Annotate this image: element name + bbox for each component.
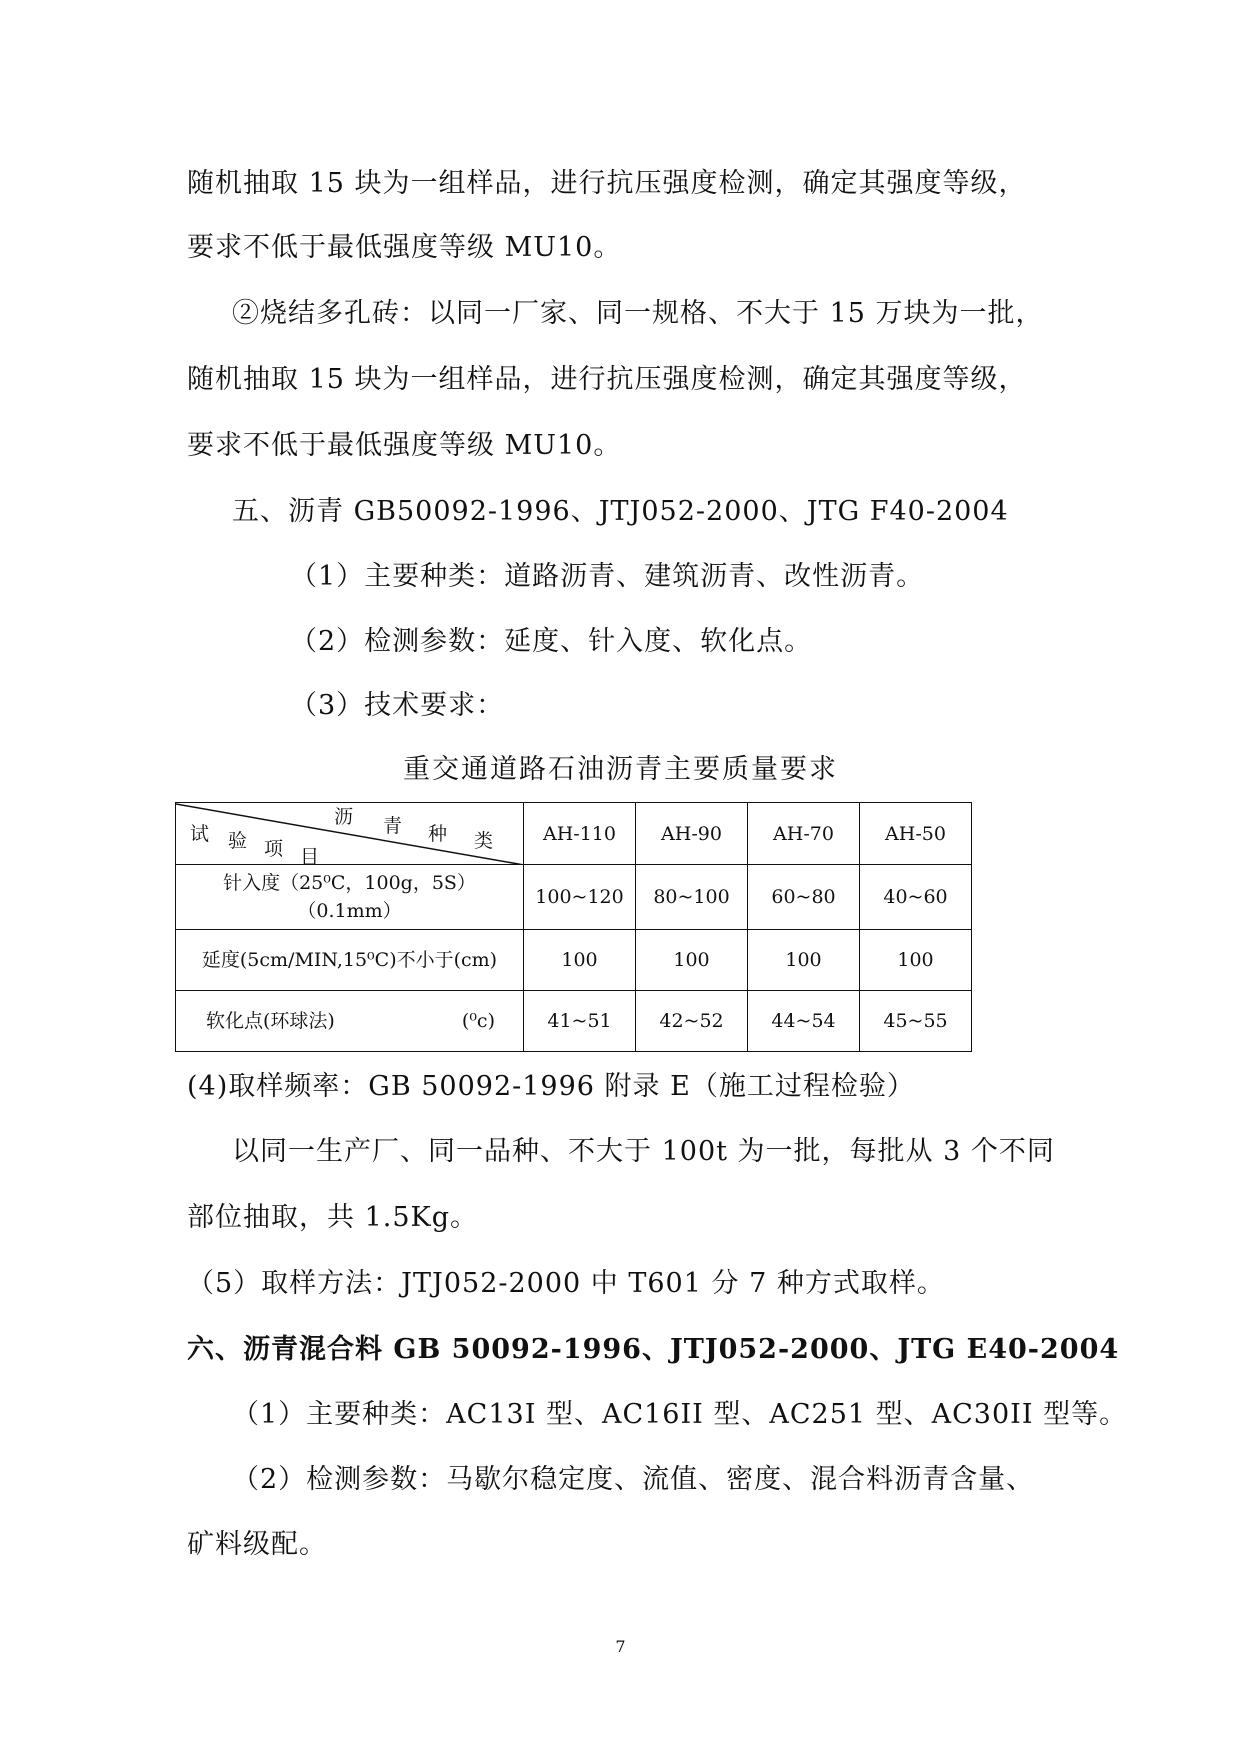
table-cell: 41~51 (524, 991, 636, 1052)
table-cell: 100 (748, 930, 860, 991)
corner-bottom-char: 目 (300, 846, 320, 868)
page-number: 7 (615, 1637, 626, 1656)
diagonal-header-cell (176, 803, 524, 868)
row-label-text: 软化点(环球法) (206, 1010, 335, 1032)
list-item: （3）技术要求： (290, 690, 505, 721)
table-cell: 45~55 (860, 991, 972, 1052)
table-title: 重交通道路石油沥青主要质量要求 (403, 754, 838, 785)
column-header: AH-90 (636, 803, 748, 865)
section-heading-5: 五、沥青 GB50092-1996、JTJ052-2000、JTG F40-2004 (232, 496, 1009, 527)
asphalt-quality-table (175, 802, 972, 1052)
paragraph-line: 以同一生产厂、同一品种、不大于 100t 为一批，每批从 3 个不同 (232, 1136, 1055, 1167)
table-row (176, 991, 972, 1052)
corner-bottom-char: 项 (264, 838, 284, 860)
row-label-unit: (⁰c) (461, 1010, 495, 1032)
corner-bottom-char: 验 (228, 830, 248, 852)
table-cell: 100 (524, 930, 636, 991)
row-label (176, 991, 524, 1052)
paragraph-line: 部位抽取，共 1.5Kg。 (187, 1202, 478, 1233)
paragraph-line: 要求不低于最低强度等级 MU10。 (187, 430, 622, 461)
corner-top-char: 青 (383, 815, 403, 837)
row-label: 延度(5cm/MIN,15⁰C)不小于(cm) (176, 930, 524, 991)
list-item: （1）主要种类：道路沥青、建筑沥青、改性沥青。 (290, 561, 925, 592)
table-cell: 42~52 (636, 991, 748, 1052)
section-heading-6: 六、沥青混合料 GB 50092-1996、JTJ052-2000、JTG E40-2004 (187, 1334, 1120, 1365)
table-row (176, 865, 972, 930)
table-cell: 100 (860, 930, 972, 991)
list-item: (4)取样频率：GB 50092-1996 附录 E（施工过程检验） (187, 1071, 915, 1102)
list-item: （1）主要种类：AC13I 型、AC16II 型、AC251 型、AC30II 型等。 (232, 1399, 1128, 1430)
table-cell: 60~80 (748, 865, 860, 930)
column-header: AH-70 (748, 803, 860, 865)
row-label-line: （0.1mm） (297, 900, 402, 922)
table-cell: 100~120 (524, 865, 636, 930)
paragraph-line: 矿料级配。 (187, 1529, 327, 1560)
column-header: AH-50 (860, 803, 972, 865)
column-header: AH-110 (524, 803, 636, 865)
corner-top-char: 类 (474, 830, 494, 852)
paragraph-line: 随机抽取 15 块为一组样品，进行抗压强度检测，确定其强度等级， (187, 364, 1027, 395)
list-item: （2）检测参数：延度、针入度、软化点。 (290, 626, 813, 657)
list-item: （2）检测参数：马歇尔稳定度、流值、密度、混合料沥青含量、 (232, 1464, 1035, 1495)
paragraph-line: 要求不低于最低强度等级 MU10。 (187, 232, 622, 263)
corner-top-char: 沥 (334, 806, 354, 828)
corner-bottom-char: 试 (190, 823, 210, 845)
table-row (176, 930, 972, 991)
table-cell: 80~100 (636, 865, 748, 930)
table-cell: 40~60 (860, 865, 972, 930)
paragraph-line: 随机抽取 15 块为一组样品，进行抗压强度检测，确定其强度等级， (187, 168, 1027, 199)
list-item: （5）取样方法：JTJ052-2000 中 T601 分 7 种方式取样。 (187, 1268, 945, 1299)
corner-top-char: 种 (428, 823, 448, 845)
row-label-line: 针入度（25⁰C，100g，5S） (223, 872, 476, 894)
table-header-row (176, 803, 972, 865)
paragraph-line: ②烧结多孔砖：以同一厂家、同一规格、不大于 15 万块为一批， (232, 298, 1044, 329)
row-label (176, 865, 524, 930)
table-cell: 100 (636, 930, 748, 991)
table-cell: 44~54 (748, 991, 860, 1052)
